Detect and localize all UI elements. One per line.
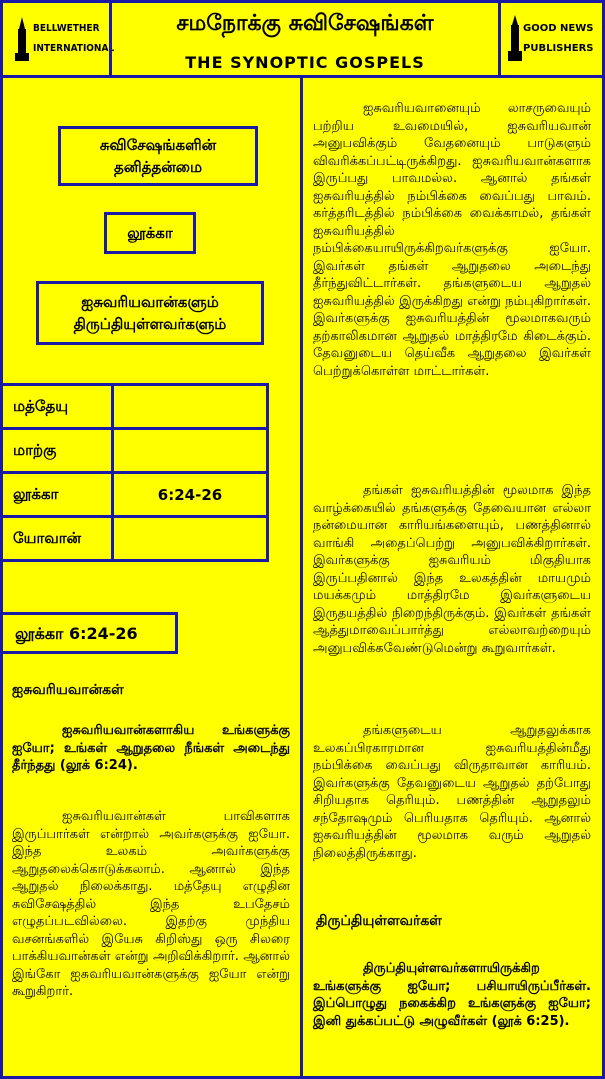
body-paragraph: தங்களுடைய ஆறுதலுக்காக உலகப்பிரகாரமான ஐசுவரியத்தின்மீது நம்பிக்கை வைப்பது விருதாவான காரியம். இவர்களுக்கு தேவனுடைய ஆறுதல் தற்போது சிறியதாக தெரியும். பணத்தின் ஆறுதலும் சந்தோஷமும் பெரியதாக தெரியும். ஆனால் ஐசுவரியத்தின் மூலமாக வரும் ஆறுதல் நிலைத்திருக்காது. (313, 723, 591, 861)
book-cell: மத்தேயு (2, 385, 113, 429)
table-row (2, 429, 268, 473)
body-paragraph: ஐசுவரியவானையும் லாசருவையும் பற்றிய உவமையில், ஐசுவரியவான் அனுபவிக்கும் வேதனையும் பாடுகளும் விவரிக்கப்பட்டிருக்கிறது. ஐசுவரியவான்களாக இருப்பது பாவமல்ல. ஆனால் தங்கள் ஐசுவரியத்தில் நம்பிக்கை வைப்பது பாவம். கர்த்தரிடத்தில் நம்பிக்கை வைக்காமல், தங்கள் ஐசுவரியத்தில் நம்பிக்கையாயிருக்கிறவர்களுக்கு ஐயோ. இவர்கள் தங்கள் ஆறுதலை அடைந்து தீர்ந்துவிட்டார்கள். தங்களுடைய ஆறுதல் ஐசுவரியத்தில் இருக்கிறது என்று நம்புகிறார்கள். இவர்களுக்கு ஐசுவரியத்தின் மூலமாகவரும் தற்காலிகமான ஆறுதல் மாத்திரமே கிடைக்கும். தேவனுடைய தெய்வீக ஆறுதலை இவர்கள் பெற்றுக்கொள்ள மாட்டார்கள். (313, 101, 591, 379)
book-cell: யோவான் (2, 517, 113, 561)
section-box-topic: ஐசுவரியவான்களும் திருப்தியுள்ளவர்களும் (36, 281, 264, 345)
section-heading-rich: ஐசுவரியவான்கள் (12, 682, 124, 698)
section-box-luke: லூக்கா (104, 212, 196, 254)
body-paragraph: ஐசுவரியவான்கள் பாவிகளாக இருப்பார்கள் என்றால் அவர்களுக்கு ஐயோ. இந்த உலகம் அவர்களுக்கு ஆறுதலைக்கொடுக்கலாம். ஆனால் இந்த ஆறுதல் நிலைக்காது. மத்தேயு எழுதின சுவிசேஷத்தில் இந்த உபதேசம் எழுதப்படவில்லை. இதற்கு முந்திய வசனங்களில் இயேசு கிறிஸ்து ஒரு சிலரை பாக்கியவான்கள் என்று அறிவிக்கிறார். ஆனால் இங்கோ ஐசுவரியவான்களுக்கு ஐயோ என்று கூறுகிறார். (12, 809, 290, 999)
logo-text-line2: PUBLISHERS (523, 43, 594, 54)
gospel-reference-table (0, 383, 269, 562)
page-title-tamil: சமநோக்கு சுவிசேஷங்கள் (176, 11, 434, 36)
passage-reference-box: லூக்கா 6:24-26 (0, 612, 178, 654)
verse-cell (113, 517, 268, 561)
verse-cell (113, 385, 268, 429)
scripture-quote: ஐசுவரியவான்களாகிய உங்களுக்கு ஐயோ; உங்கள் ஆறுதலை நீங்கள் அடைந்து தீர்ந்தது (லூக் 6:24). (12, 723, 290, 773)
tower-icon (507, 15, 523, 61)
verse-cell (113, 429, 268, 473)
book-cell: மாற்கு (2, 429, 113, 473)
scripture-quote: திருப்தியுள்ளவர்களாயிருக்கிற உங்களுக்கு ஐயோ; பசியாயிருப்பீர்கள். இப்பொழுது நகைக்கிற உங்களுக்கு ஐயோ; இனி துக்கப்பட்டு அழுவீர்கள் (லூக் 6:25). (313, 961, 591, 1029)
table-row (2, 517, 268, 561)
section-heading-satisfied: திருப்தியுள்ளவர்கள் (316, 913, 442, 929)
header-left-logo-panel (0, 0, 115, 78)
table-row (2, 473, 268, 517)
header-title-panel (109, 0, 501, 78)
bellwether-logo (11, 13, 115, 71)
tower-icon (13, 17, 31, 61)
section-box-uniqueness: சுவிசேஷங்களின் தனித்தன்மை (58, 126, 258, 186)
verse-cell: 6:24-26 (113, 473, 268, 517)
body-paragraph: தங்கள் ஐசுவரியத்தின் மூலமாக இந்த வாழ்க்கையில் தங்களுக்கு தேவையான எல்லா நன்மையான காரியங்களையும், பணத்தினால் வாங்கி அதைப்பெற்று அனுபவிக்கிறார்கள். இவர்களுக்கு ஐசுவரியம் மிகுதியாக இருப்பதினால் இந்த உலகத்தின் மாயமும் மயக்கமும் மாத்திரமே இவர்களுடைய இருதயத்தில் நிறைந்திருக்கும். இவர்கள் தங்கள் ஆத்துமாவைப்பார்த்து எல்லாவற்றையும் அனுபவிக்கவேண்டுமென்று கூறுவார்கள். (313, 483, 591, 656)
logo-text-line1: GOOD NEWS (523, 23, 594, 34)
table-row (2, 385, 268, 429)
logo-text-line1: BELLWETHER (33, 23, 100, 34)
page-title-english: THE SYNOPTIC GOSPELS (185, 53, 425, 72)
logo-text-line2: INTERNATIONAL (33, 43, 115, 54)
book-cell: லூக்கா (2, 473, 113, 517)
good-news-logo (507, 15, 601, 71)
header-right-logo-panel (498, 0, 605, 78)
